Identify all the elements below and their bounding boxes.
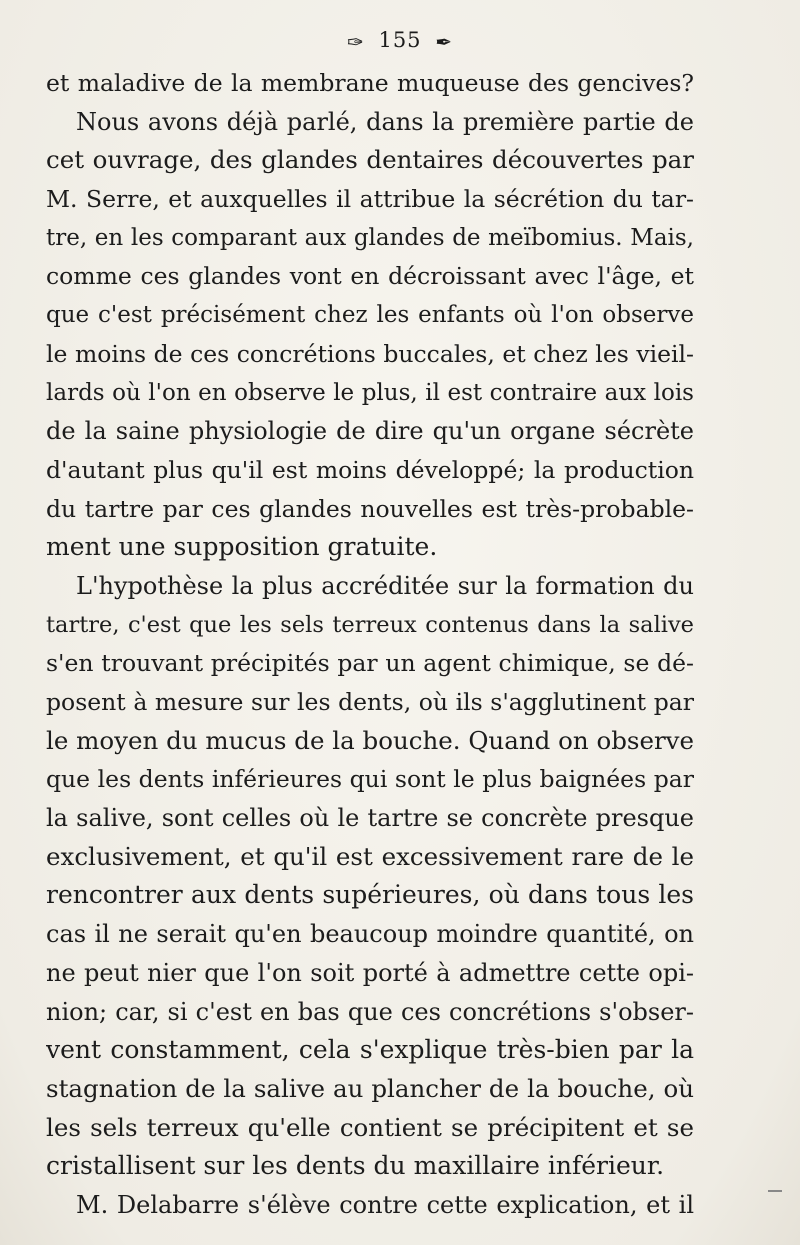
text-line: et maladive de la membrane muqueuse des gencives?: [46, 69, 694, 97]
text-line: tre, en les comparant aux glandes de meïbomius. Mais,: [46, 224, 694, 251]
text-line: Nous avons déjà parlé, dans la première partie de: [76, 107, 694, 136]
text-line: ne peut nier que l'on soit porté à admettre cette opi-: [46, 958, 694, 987]
page-number: 155: [378, 28, 422, 52]
text-line: la salive, sont celles où le tartre se concrète presque: [46, 804, 694, 833]
text-line: comme ces glandes vont en décroissant avec l'âge, et: [46, 262, 694, 291]
text-line: du tartre par ces glandes nouvelles est très-probable-: [46, 494, 694, 523]
text-line: vent constamment, cela s'explique très-bien par la: [46, 1035, 694, 1065]
text-line: nion; car, si c'est en bas que ces concrétions s'obser-: [46, 997, 694, 1026]
text-line: d'autant plus qu'il est moins développé; la production: [46, 455, 694, 484]
text-line: le moyen du mucus de la bouche. Quand on observe: [46, 725, 694, 755]
text-line: cristallisent sur les dents du maxillaire inférieur.: [46, 1151, 665, 1181]
text-line: posent à mesure sur les dents, où ils s'agglutinent par: [46, 688, 694, 716]
text-line: les sels terreux qu'elle contient se précipitent et se: [46, 1112, 694, 1142]
text-line: le moins de ces concrétions buccales, et chez les vieil-: [46, 339, 694, 368]
right-ornament-icon: ✒: [435, 29, 453, 54]
text-line: M. Serre, et auxquelles il attribue la sécrétion du tar-: [46, 185, 694, 214]
text-line: lards où l'on en observe le plus, il est contraire aux lois: [46, 379, 694, 406]
text-line: L'hypothèse la plus accréditée sur la formation du: [76, 571, 694, 600]
text-line: que c'est précisément chez les enfants où l'on observe: [46, 302, 694, 329]
text-line: exclusivement, et qu'il est excessivement rare de le: [46, 841, 694, 871]
left-ornament-icon: ✑: [347, 29, 365, 54]
text-line: cas il ne serait qu'en beaucoup moindre quantité, on: [46, 920, 694, 949]
body-text: [46, 64, 694, 1225]
text-line: tartre, c'est que les sels terreux contenus dans la salive: [46, 611, 694, 638]
text-line: rencontrer aux dents supérieures, où dans tous les: [46, 880, 694, 910]
text-line: M. Delabarre s'élève contre cette explication, et il: [76, 1190, 694, 1219]
text-line: stagnation de la salive au plancher de la bouche, où: [46, 1073, 694, 1103]
text-line: s'en trouvant précipités par un agent chimique, se dé-: [46, 649, 694, 678]
text-line: de la saine physiologie de dire qu'un organe sécrète: [46, 417, 694, 446]
text-line: cet ouvrage, des glandes dentaires découvertes par: [46, 145, 694, 175]
page-header: [0, 28, 800, 54]
text-line: ment une supposition gratuite.: [46, 532, 438, 562]
margin-mark: [768, 1190, 782, 1192]
text-line: que les dents inférieures qui sont le plus baignées par: [46, 765, 694, 794]
